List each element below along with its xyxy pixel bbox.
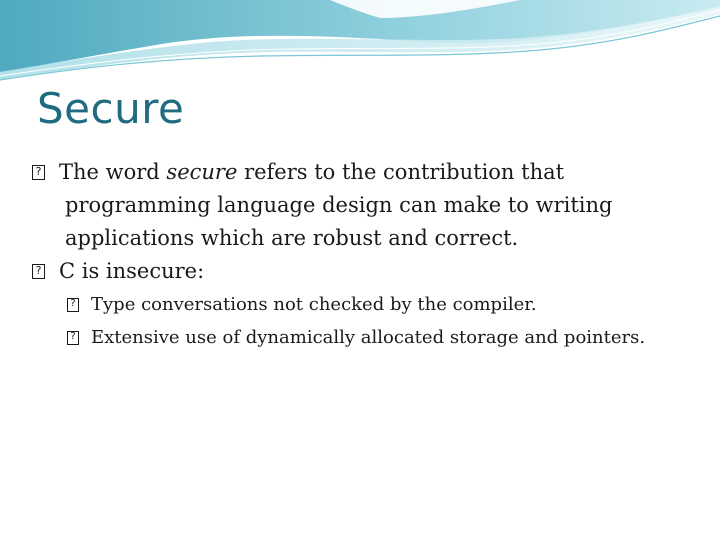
slide-body — [30, 156, 690, 354]
bullet-point-2: ? C is insecure: — [30, 255, 690, 288]
bullet-point-1: ? The word secure refers to the contribution that programming language design can make to writing applications which are robust and correct. — [30, 156, 690, 255]
emphasis-word: secure — [166, 160, 238, 184]
sub-bullet-point-1: ? Type conversations not checked by the compiler. — [30, 288, 690, 321]
slide-title: Secure — [37, 84, 185, 133]
bullet-box-icon: ? — [65, 296, 91, 312]
bullet-box-icon: ? — [30, 163, 59, 181]
header-wave-decoration — [0, 0, 720, 90]
bullet-box-icon: ? — [65, 329, 91, 345]
bullet-box-icon: ? — [30, 262, 59, 280]
sub-bullet-point-2: ? Extensive use of dynamically allocated storage and pointers. — [30, 321, 690, 354]
